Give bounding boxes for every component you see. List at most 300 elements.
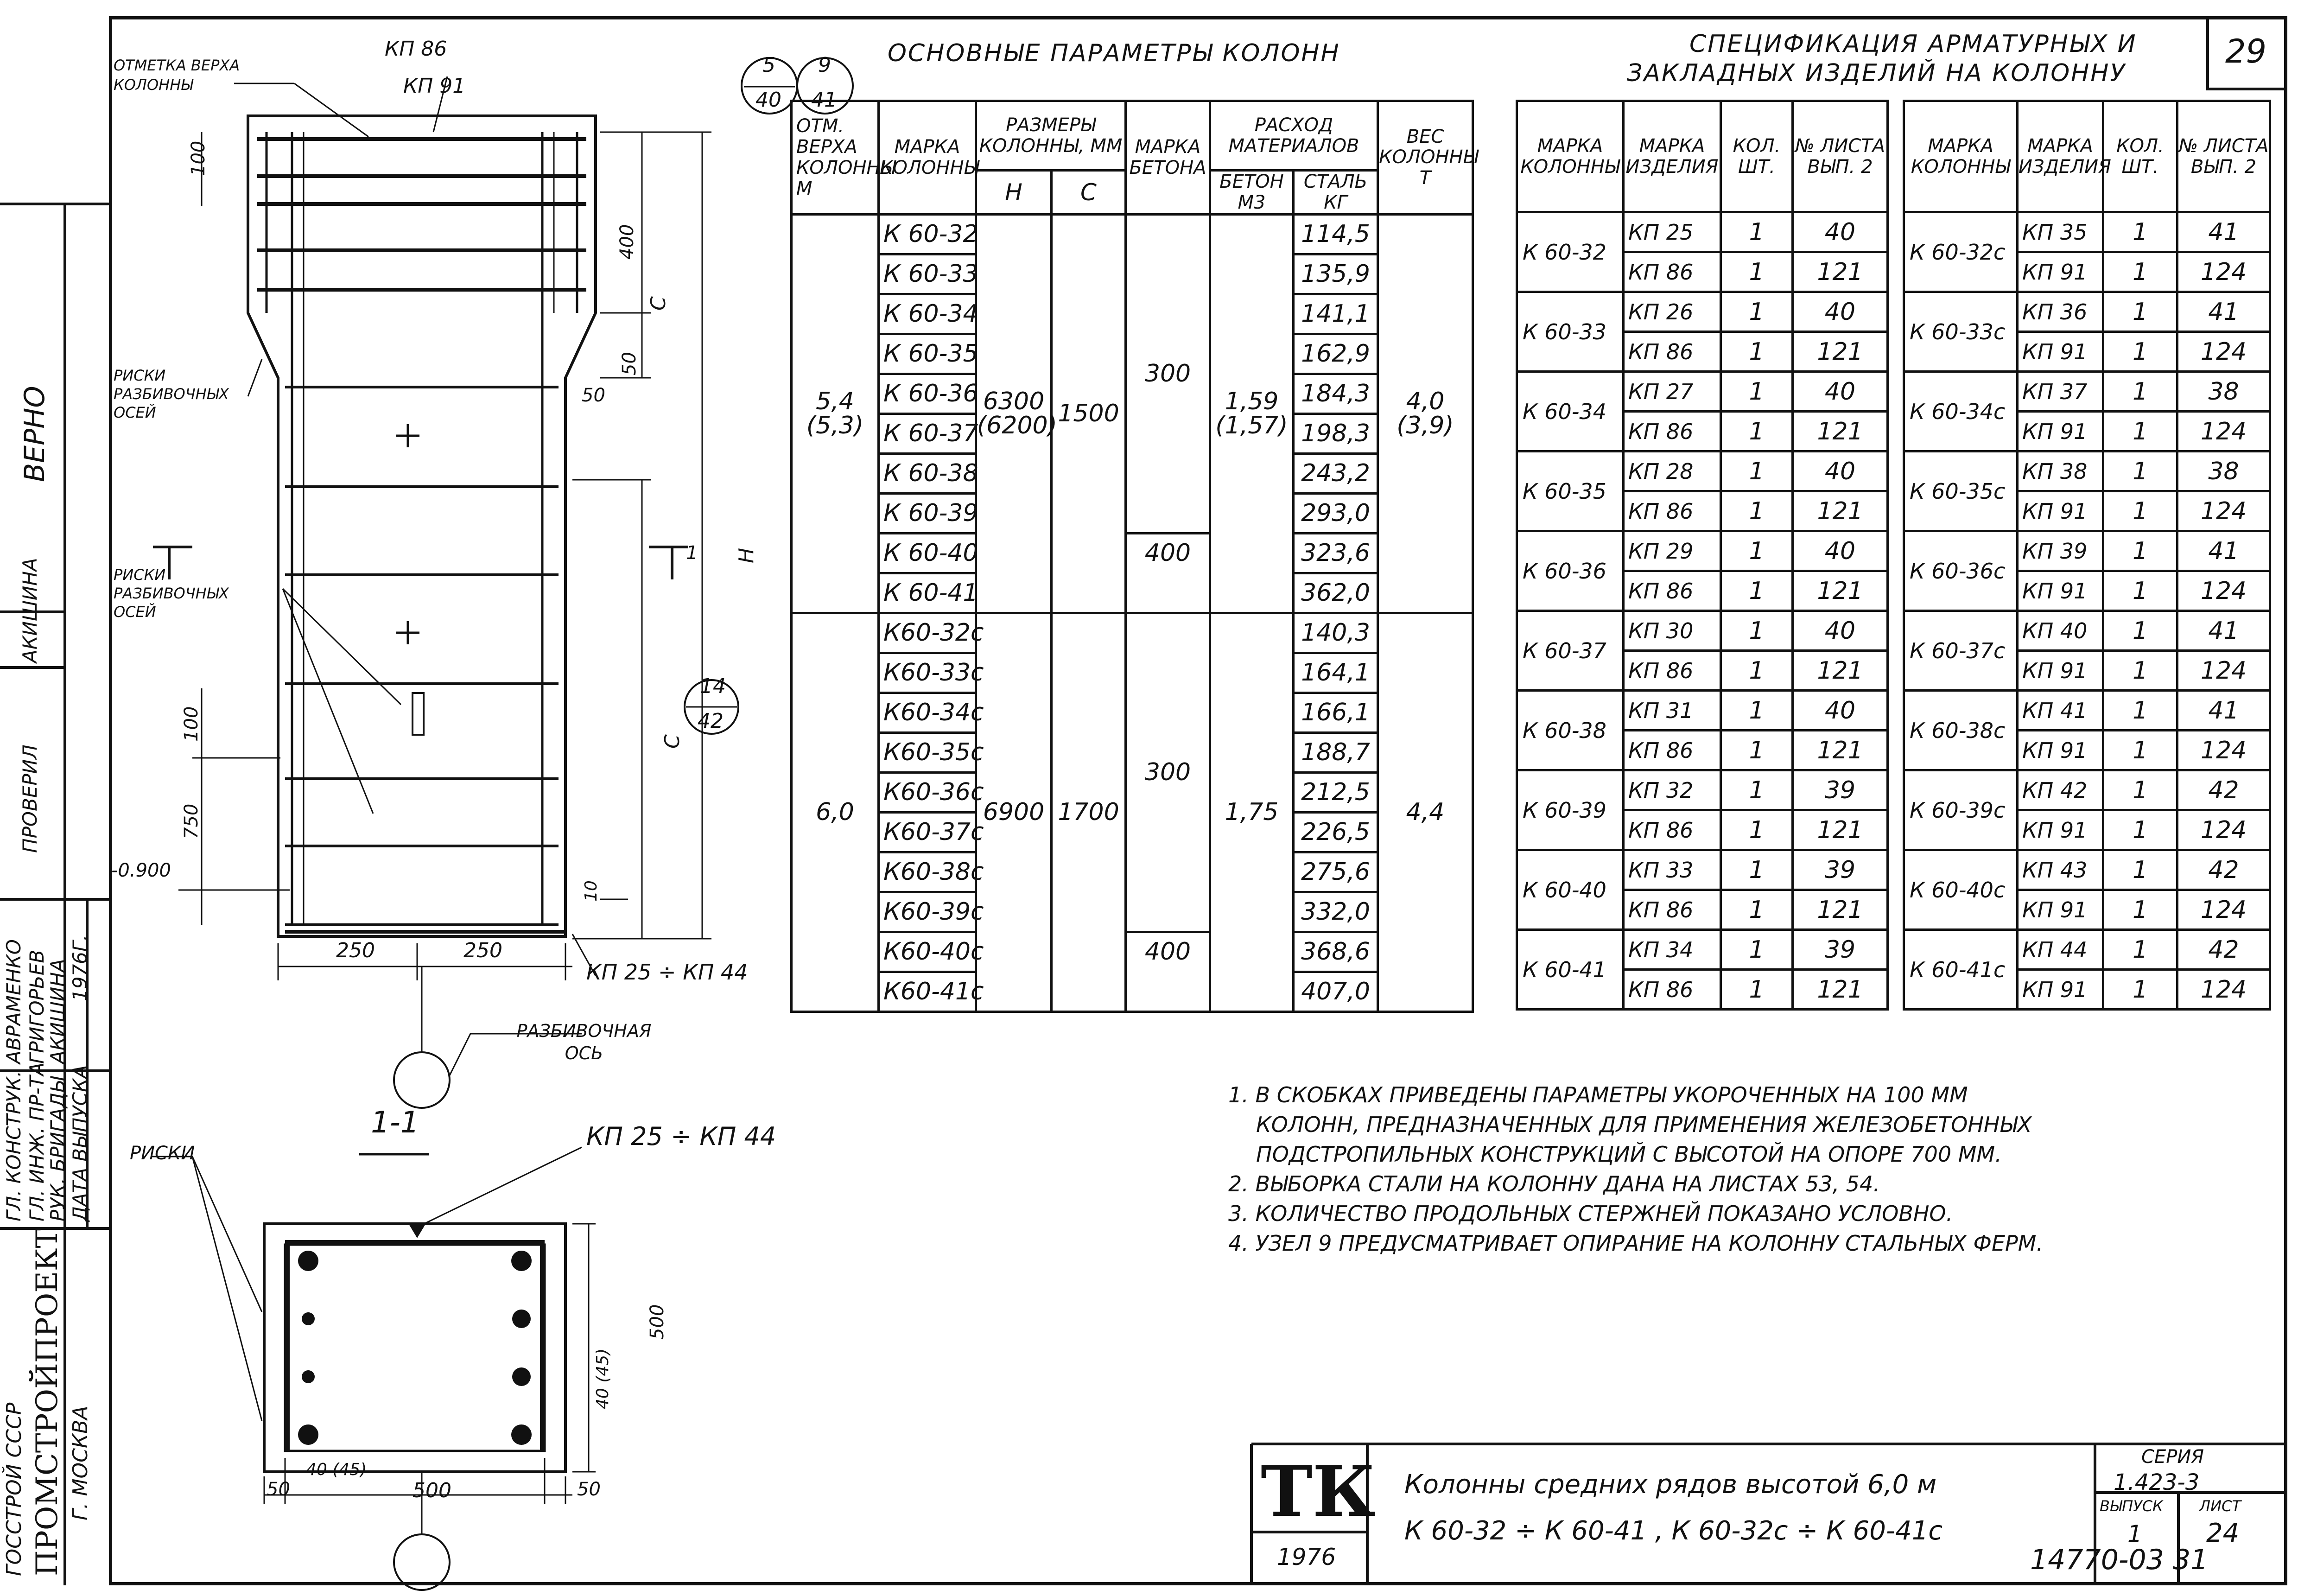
column-mark: К60-39с — [879, 892, 976, 932]
spec-item-mark: КП 91 — [2018, 810, 2103, 850]
dim-50a: 50 — [619, 352, 640, 375]
column-weight-alt: (3,9) — [1397, 412, 1454, 440]
spec-qty: 1 — [1721, 890, 1793, 930]
list-label: ЛИСТ — [2199, 1497, 2241, 1515]
spec-column-mark: К 60-35с — [1904, 451, 2018, 531]
spec-item-mark: КП 42 — [2018, 770, 2103, 810]
spec-item-mark: КП 37 — [2018, 372, 2103, 412]
spec-row — [1517, 770, 1888, 810]
spec-row — [1517, 292, 1888, 332]
spec-sheet: 41 — [2177, 611, 2270, 651]
steel-weight: 243,2 — [1294, 453, 1378, 493]
spec-sheet: 41 — [2177, 212, 2270, 252]
spec-column-mark: К 60-32 — [1517, 212, 1624, 292]
steel-weight: 407,0 — [1294, 972, 1378, 1011]
size-c-cell — [1052, 613, 1126, 1011]
steel-weight: 164,1 — [1294, 653, 1378, 693]
concrete-volume-cell — [1210, 613, 1294, 1011]
spec-column-mark: К 60-33 — [1517, 292, 1624, 372]
spec-table-2 — [1903, 100, 2271, 1011]
spec-item-mark: КП 39 — [2018, 531, 2103, 571]
sidebar-role2: ГЛ. ИНЖ. ПР-ТА — [25, 1062, 48, 1221]
spec-sheet: 121 — [1793, 571, 1888, 611]
note-1-cont2: ПОДСТРОПИЛЬНЫХ КОНСТРУКЦИЙ С ВЫСОТОЙ НА ОПОРЕ 700 ММ. — [1256, 1142, 2002, 1167]
spec2-hdr-kol: КОЛ. ШТ. — [2103, 101, 2177, 212]
spec-item-mark: КП 91 — [2018, 332, 2103, 372]
sidebar-org1: ГОССТРОЙ СССР — [2, 1402, 26, 1576]
callout-b-bottom: 41 — [811, 88, 837, 112]
size-h-alt: (6200) — [977, 412, 1057, 440]
spec-row — [1517, 451, 1888, 491]
note-1-cont: КОЛОНН, ПРЕДНАЗНАЧЕННЫХ ДЛЯ ПРИМЕНЕНИЯ ЖЕЛЕЗОБЕТОННЫХ — [1256, 1112, 2032, 1137]
callout-a-top: 5 — [762, 53, 775, 77]
spec-qty: 1 — [1721, 611, 1793, 651]
spec-item-mark: КП 91 — [2018, 731, 2103, 770]
spec-sheet: 39 — [1793, 770, 1888, 810]
column-mark: К60-34с — [879, 693, 976, 732]
concrete-grade: 300 — [1126, 613, 1210, 932]
spec-qty: 1 — [2103, 890, 2177, 930]
sidebar-extra2: АКИШИНА — [19, 558, 41, 663]
spec2-body — [1904, 212, 2270, 1010]
sheet-number-box — [2206, 16, 2287, 90]
spec-item-mark: КП 26 — [1624, 292, 1721, 332]
spec-row — [1904, 691, 2270, 731]
spec-table-1 — [1516, 100, 1889, 1011]
concrete-volume: 1,59 — [1225, 388, 1279, 416]
spec-row — [1904, 850, 2270, 890]
concrete-grade: 400 — [1126, 932, 1210, 1011]
concrete-volume: 1,75 — [1225, 798, 1279, 827]
column-mark: К60-37с — [879, 812, 976, 852]
spec-sheet: 40 — [1793, 611, 1888, 651]
spec-row — [1517, 611, 1888, 651]
spec-column-mark: К 60-36 — [1517, 531, 1624, 611]
spec-sheet: 121 — [1793, 412, 1888, 451]
spec1-hdr-kol: КОЛ. ШТ. — [1721, 101, 1793, 212]
dim-400: 400 — [616, 224, 638, 260]
spec-row — [1517, 212, 1888, 252]
column-mark: К 60-36 — [879, 374, 976, 413]
dim-500v: 500 — [647, 1304, 668, 1340]
spec-sheet: 124 — [2177, 890, 2270, 930]
size-h-cell — [976, 214, 1057, 613]
spec-item-mark: КП 86 — [1624, 651, 1721, 691]
steel-weight: 212,5 — [1294, 772, 1378, 812]
spec-sheet: 121 — [1793, 731, 1888, 770]
spec-sheet: 121 — [1793, 890, 1888, 930]
params-table — [790, 100, 1479, 1013]
title-line1: Колонны средних рядов высотой 6,0 м — [1404, 1469, 1937, 1500]
spec-item-mark: КП 44 — [2018, 930, 2103, 970]
spec-column-mark: К 60-38 — [1517, 691, 1624, 770]
doc-number: 14770-03 31 — [2030, 1544, 2209, 1576]
column-mark: К60-36с — [879, 772, 976, 812]
spec-column-mark: К 60-33с — [1904, 292, 2018, 372]
spec1-hdr-izd: МАРКА ИЗДЕЛИЯ — [1624, 101, 1721, 212]
params-body — [792, 214, 1473, 1011]
sheet-number: 29 — [2225, 32, 2267, 70]
dim-250b: 250 — [463, 939, 502, 962]
vypusk-value: 1 — [2127, 1520, 2142, 1547]
params-row — [792, 533, 1473, 573]
spec-item-mark: КП 40 — [2018, 611, 2103, 651]
column-mark: К 60-38 — [879, 453, 976, 493]
title-year: 1976 — [1277, 1544, 1336, 1571]
spec-sheet: 41 — [2177, 531, 2270, 571]
spec-item-mark: КП 86 — [1624, 810, 1721, 850]
spec-qty: 1 — [2103, 850, 2177, 890]
steel-weight: 293,0 — [1294, 493, 1378, 533]
sidebar-city: Г. МОСКВА — [69, 1405, 92, 1520]
weight-cell — [1378, 214, 1473, 613]
spec-qty: 1 — [2103, 611, 2177, 651]
dim-50c: 50 — [267, 1479, 290, 1500]
spec-column-mark: К 60-34с — [1904, 372, 2018, 451]
spec2-hdr-list: № ЛИСТА ВЫП. 2 — [2177, 101, 2270, 212]
seria-value: 1.423-3 — [2114, 1469, 2200, 1495]
spec2-hdr-col: МАРКА КОЛОННЫ — [1904, 101, 2018, 212]
spec-sheet: 40 — [1793, 372, 1888, 412]
params-row — [792, 613, 1473, 653]
sidebar-name1: АВРАМЕНКО — [2, 939, 25, 1064]
spec-column-mark: К 60-41с — [1904, 930, 2018, 1010]
column-weight: 4,0 — [1406, 388, 1445, 416]
spec-item-mark: КП 38 — [2018, 451, 2103, 491]
dim-40-45v: 40 (45) — [593, 1348, 612, 1409]
spec-qty: 1 — [2103, 770, 2177, 810]
note-3: 3. КОЛИЧЕСТВО ПРОДОЛЬНЫХ СТЕРЖНЕЙ ПОКАЗАНО УСЛОВНО. — [1228, 1201, 1953, 1226]
column-mark: К60-35с — [879, 732, 976, 772]
spec-row — [1904, 212, 2270, 252]
hdr-marka: МАРКА КОЛОННЫ — [879, 101, 976, 215]
spec-item-mark: КП 86 — [1624, 332, 1721, 372]
hdr-marka-betona: МАРКА БЕТОНА — [1126, 101, 1210, 215]
hdr-h: Н — [976, 171, 1052, 215]
spec-qty: 1 — [2103, 451, 2177, 491]
spec-row — [1517, 691, 1888, 731]
seria-label: СЕРИЯ — [2141, 1446, 2204, 1468]
spec-qty: 1 — [2103, 252, 2177, 292]
spec1-hdr-list: № ЛИСТА ВЫП. 2 — [1793, 101, 1888, 212]
spec-item-mark: КП 34 — [1624, 930, 1721, 970]
spec-sheet: 121 — [1793, 491, 1888, 531]
sidebar-role4: ДАТА ВЫПУСКА — [69, 1065, 91, 1221]
spec-qty: 1 — [2103, 571, 2177, 611]
callout-c-bottom: 42 — [698, 709, 724, 733]
spec-sheet: 121 — [1793, 252, 1888, 292]
spec-sheet: 42 — [2177, 850, 2270, 890]
spec-qty: 1 — [2103, 531, 2177, 571]
spec-item-mark: КП 33 — [1624, 850, 1721, 890]
spec-item-mark: КП 35 — [2018, 212, 2103, 252]
spec-qty: 1 — [1721, 691, 1793, 731]
dim-h: Н — [735, 547, 758, 563]
spec-qty: 1 — [1721, 531, 1793, 571]
steel-weight: 135,9 — [1294, 254, 1378, 294]
spec-sheet: 42 — [2177, 930, 2270, 970]
spec-row — [1904, 372, 2270, 412]
spec-item-mark: КП 91 — [2018, 651, 2103, 691]
concrete-volume-cell — [1210, 214, 1294, 613]
spec-column-mark: К 60-39 — [1517, 770, 1624, 850]
vypusk-label: ВЫПУСК — [2100, 1497, 2163, 1515]
steel-weight: 188,7 — [1294, 732, 1378, 772]
spec-item-mark: КП 86 — [1624, 571, 1721, 611]
spec-qty: 1 — [1721, 970, 1793, 1010]
spec-sheet: 40 — [1793, 292, 1888, 332]
spec-column-mark: К 60-34 — [1517, 372, 1624, 451]
spec-qty: 1 — [1721, 850, 1793, 890]
spec-qty: 1 — [2103, 292, 2177, 332]
spec-sheet: 40 — [1793, 531, 1888, 571]
spec-item-mark: КП 86 — [1624, 252, 1721, 292]
steel-weight: 368,6 — [1294, 932, 1378, 972]
spec-qty: 1 — [2103, 412, 2177, 451]
section-label: 1-1 — [371, 1106, 419, 1140]
spec-title-line2: ЗАКЛАДНЫХ ИЗДЕЛИЙ НА КОЛОННУ — [1627, 59, 2127, 87]
spec-sheet: 124 — [2177, 252, 2270, 292]
spec-item-mark: КП 41 — [2018, 691, 2103, 731]
weight-cell — [1378, 613, 1473, 1011]
note-1: 1. В СКОБКАХ ПРИВЕДЕНЫ ПАРАМЕТРЫ УКОРОЧЕННЫХ НА 100 ММ — [1228, 1082, 1968, 1107]
steel-weight: 141,1 — [1294, 294, 1378, 334]
spec-qty: 1 — [2103, 372, 2177, 412]
column-weight: 4,4 — [1406, 798, 1445, 827]
spec-sheet: 124 — [2177, 491, 2270, 531]
callout-b-top: 9 — [818, 53, 831, 77]
spec-row — [1904, 770, 2270, 810]
spec-column-mark: К 60-37 — [1517, 611, 1624, 691]
section-bars — [298, 1251, 532, 1445]
spec-row — [1517, 531, 1888, 571]
spec-item-mark: КП 31 — [1624, 691, 1721, 731]
otm-cell — [792, 214, 879, 613]
spec-qty: 1 — [1721, 372, 1793, 412]
steel-weight: 140,3 — [1294, 613, 1378, 653]
notes — [1228, 1080, 2043, 1258]
dim-10: 10 — [582, 880, 601, 902]
spec-qty: 1 — [1721, 292, 1793, 332]
spec-item-mark: КП 91 — [2018, 412, 2103, 451]
spec-item-mark: КП 86 — [1624, 970, 1721, 1010]
spec-sheet: 38 — [2177, 451, 2270, 491]
spec-qty: 1 — [1721, 810, 1793, 850]
steel-weight: 166,1 — [1294, 693, 1378, 732]
size-c-cell — [1052, 214, 1126, 613]
sidebar-name2: ГРИГОРЬЕВ — [25, 949, 48, 1064]
hdr-stal: СТАЛЬ КГ — [1294, 171, 1378, 215]
title-line2: К 60-32 ÷ К 60-41 , К 60-32с ÷ К 60-41с — [1404, 1516, 1943, 1546]
label-riski-3: РИСКИ — [130, 1143, 195, 1164]
otm-value: 6,0 — [816, 798, 854, 827]
spec2-hdr-izd: МАРКА ИЗДЕЛИЯ — [2018, 101, 2103, 212]
params-row — [792, 932, 1473, 972]
label-riski-2: РИСКИ РАЗБИВОЧНЫХ ОСЕЙ — [114, 566, 229, 621]
spec-row — [1904, 292, 2270, 332]
spec-sheet: 39 — [1793, 930, 1888, 970]
column-mark: К 60-35 — [879, 334, 976, 374]
label-riski-1: РИСКИ РАЗБИВОЧНЫХ ОСЕЙ — [114, 367, 229, 421]
steel-weight: 332,0 — [1294, 892, 1378, 932]
spec-qty: 1 — [1721, 412, 1793, 451]
spec-qty: 1 — [1721, 731, 1793, 770]
column-mark: К 60-40 — [879, 533, 976, 573]
spec-row — [1517, 850, 1888, 890]
spec-sheet: 124 — [2177, 651, 2270, 691]
spec-row — [1517, 930, 1888, 970]
spec1-body — [1517, 212, 1888, 1010]
spec-item-mark: КП 91 — [2018, 252, 2103, 292]
kp-range-1: КП 25 ÷ КП 44 — [586, 960, 748, 985]
column-mark: К 60-37 — [879, 413, 976, 453]
spec-item-mark: КП 28 — [1624, 451, 1721, 491]
otm-value: 5,4 — [816, 388, 854, 416]
spec-sheet: 124 — [2177, 810, 2270, 850]
spec-sheet: 121 — [1793, 332, 1888, 372]
spec-item-mark: КП 86 — [1624, 412, 1721, 451]
spec-item-mark: КП 91 — [2018, 890, 2103, 930]
sidebar-extra1: ПРОВЕРИЛ — [19, 744, 41, 853]
concrete-grade: 300 — [1126, 214, 1210, 533]
hdr-sizes: РАЗМЕРЫ КОЛОННЫ, ММ — [976, 101, 1126, 171]
dim-100b: 100 — [181, 706, 202, 742]
spec-row — [1517, 372, 1888, 412]
hdr-beton: БЕТОН М3 — [1210, 171, 1294, 215]
axis-label: РАЗБИВОЧНАЯ ОСЬ — [516, 1021, 652, 1063]
hdr-rashod: РАСХОД МАТЕРИАЛОВ — [1210, 101, 1378, 171]
column-mark: К60-32с — [879, 613, 976, 653]
spec-sheet: 124 — [2177, 731, 2270, 770]
spec-row — [1904, 611, 2270, 651]
spec-item-mark: КП 91 — [2018, 571, 2103, 611]
column-mark: К60-41с — [879, 972, 976, 1011]
column-mark: К 60-33 — [879, 254, 976, 294]
spec-item-mark: КП 91 — [2018, 970, 2103, 1010]
steel-weight: 114,5 — [1294, 214, 1378, 254]
spec-column-mark: К 60-40с — [1904, 850, 2018, 930]
spec-item-mark: КП 43 — [2018, 850, 2103, 890]
spec-qty: 1 — [1721, 651, 1793, 691]
steel-weight: 275,6 — [1294, 852, 1378, 892]
spec-sheet: 41 — [2177, 292, 2270, 332]
sidebar-role3: РУК. БРИГАДЫ — [46, 1076, 69, 1221]
spec-item-mark: КП 36 — [2018, 292, 2103, 332]
spec-qty: 1 — [2103, 930, 2177, 970]
column-mark: К 60-41 — [879, 573, 976, 613]
dim-50d: 50 — [577, 1479, 601, 1500]
spec-sheet: 124 — [2177, 970, 2270, 1010]
spec-qty: 1 — [1721, 491, 1793, 531]
column-mark: К 60-34 — [879, 294, 976, 334]
column-mark: К60-38с — [879, 852, 976, 892]
size-c: 1700 — [1058, 798, 1119, 827]
dim-250a: 250 — [336, 939, 375, 962]
spec-item-mark: КП 91 — [2018, 491, 2103, 531]
spec-qty: 1 — [2103, 691, 2177, 731]
spec-qty: 1 — [1721, 252, 1793, 292]
sidebar-date: 1976Г. — [69, 935, 91, 1001]
spec-column-mark: К 60-40 — [1517, 850, 1624, 930]
spec-qty: 1 — [1721, 770, 1793, 810]
size-h: 6900 — [983, 798, 1045, 827]
elevation-label: -0.900 — [111, 860, 171, 881]
spec-sheet: 39 — [1793, 850, 1888, 890]
sidebar-name3: АКИШИНА — [46, 959, 69, 1064]
hdr-otm: ОТМ. ВЕРХА КОЛОННЫ М — [792, 101, 879, 215]
size-h-cell — [976, 613, 1052, 1011]
column-mark: К60-40с — [879, 932, 976, 972]
spec-item-mark: КП 29 — [1624, 531, 1721, 571]
spec-sheet: 121 — [1793, 970, 1888, 1010]
spec-sheet: 121 — [1793, 810, 1888, 850]
spec-qty: 1 — [2103, 731, 2177, 770]
dim-c2: С — [660, 734, 684, 749]
dim-50b: 50 — [582, 385, 605, 406]
spec-row — [1904, 531, 2270, 571]
label-kp91: КП 91 — [403, 74, 466, 98]
otm-cell — [792, 613, 879, 1011]
note-4: 4. УЗЕЛ 9 ПРЕДУСМАТРИВАЕТ ОПИРАНИЕ НА КОЛОННУ СТАЛЬНЫХ ФЕРМ. — [1228, 1231, 2044, 1256]
spec-column-mark: К 60-37с — [1904, 611, 2018, 691]
spec-column-mark: К 60-39с — [1904, 770, 2018, 850]
otm-alt: (5,3) — [806, 412, 864, 440]
concrete-grade: 400 — [1126, 533, 1210, 613]
spec-sheet: 124 — [2177, 332, 2270, 372]
spec-qty: 1 — [2103, 810, 2177, 850]
spec-sheet: 42 — [2177, 770, 2270, 810]
spec-qty: 1 — [2103, 212, 2177, 252]
size-c: 1500 — [1058, 400, 1119, 428]
spec-sheet: 41 — [2177, 691, 2270, 731]
spec-item-mark: КП 86 — [1624, 890, 1721, 930]
spec-column-mark: К 60-38с — [1904, 691, 2018, 770]
dim-500h: 500 — [413, 1479, 451, 1502]
hdr-c: С — [1052, 171, 1126, 215]
callout-a-bottom: 40 — [755, 88, 781, 112]
steel-weight: 323,6 — [1294, 533, 1378, 573]
spec-sheet: 38 — [2177, 372, 2270, 412]
spec-sheet: 124 — [2177, 571, 2270, 611]
sidebar-org2: ПРОМСТРОЙПРОЕКТ — [30, 1228, 64, 1576]
spec-qty: 1 — [2103, 332, 2177, 372]
spec-column-mark: К 60-32с — [1904, 212, 2018, 292]
cut-mark-1: 1 — [686, 542, 698, 564]
params-row — [792, 214, 1473, 254]
kp-range-2: КП 25 ÷ КП 44 — [586, 1122, 776, 1151]
sidebar-extra3: ВЕРНО — [19, 386, 51, 482]
spec-column-mark: К 60-35 — [1517, 451, 1624, 531]
dim-100a: 100 — [188, 140, 209, 176]
spec1-hdr-col: МАРКА КОЛОННЫ — [1517, 101, 1624, 212]
callout-c-top: 14 — [700, 674, 726, 698]
sidebar-stamp — [0, 204, 109, 1585]
column-mark: К60-33с — [879, 653, 976, 693]
note-2: 2. ВЫБОРКА СТАЛИ НА КОЛОННУ ДАНА НА ЛИСТАХ 53, 54. — [1228, 1171, 1880, 1196]
sidebar-role1: ГЛ. КОНСТРУК. — [2, 1070, 25, 1221]
label-top-node: ОТМЕТКА ВЕРХА КОЛОННЫ — [114, 57, 240, 94]
spec-item-mark: КП 86 — [1624, 731, 1721, 770]
steel-weight: 362,0 — [1294, 573, 1378, 613]
spec-column-mark: К 60-36с — [1904, 531, 2018, 611]
dim-40-45h: 40 (45) — [306, 1460, 367, 1479]
spec-row — [1904, 930, 2270, 970]
steel-weight: 162,9 — [1294, 334, 1378, 374]
column-mark: К 60-39 — [879, 493, 976, 533]
steel-weight: 184,3 — [1294, 374, 1378, 413]
spec-sheet: 124 — [2177, 412, 2270, 451]
spec-qty: 1 — [2103, 491, 2177, 531]
